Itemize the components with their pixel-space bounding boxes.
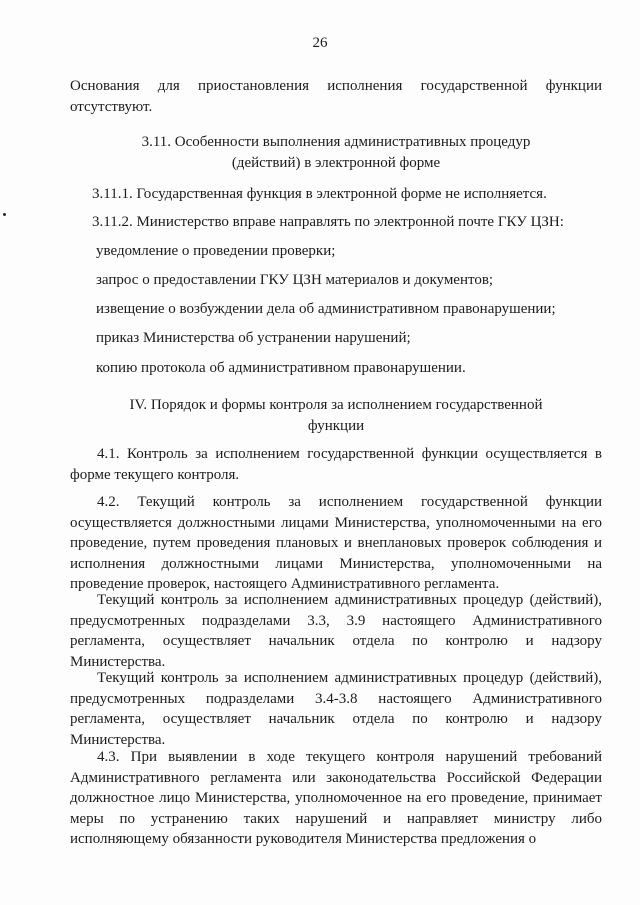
list-item: приказ Министерства об устранении нарушений;: [96, 330, 411, 346]
paragraph-3-11-2: 3.11.2. Министерство вправе направлять по электронной почте ГКУ ЦЗН:: [92, 214, 564, 230]
section-heading-iv: IV. Порядок и формы контроля за исполнением государственной функции: [129, 397, 543, 434]
paragraph-3-11-1: 3.11.1. Государственная функция в электронной форме не исполняется.: [92, 186, 547, 202]
section-heading-3-11: 3.11. Особенности выполнения административных процедур (действий) в электронной форме: [141, 134, 531, 171]
list-item: уведомление о проведении проверки;: [96, 243, 336, 259]
paragraph-control-3-4-3-8: Текущий контроль за исполнением административных процедур (действий), предусмотренных подразделами 3.4-3.8 настоящего Административного регламента, осуществляет начальник отдела по контролю и надзору Министерства.: [70, 670, 602, 748]
list-item: запрос о предоставлении ГКУ ЦЗН материалов и документов;: [96, 272, 494, 288]
paragraph-control-3-3-3-9: Текущий контроль за исполнением административных процедур (действий), предусмотренных подразделами 3.3, 3.9 настоящего Административного регламента, осуществляет начальник отдела по контролю и надзору Министерства.: [70, 592, 602, 670]
scan-speck: [3, 213, 6, 216]
grounds-paragraph: Основания для приостановления исполнения государственной функции отсутствуют.: [70, 78, 602, 115]
paragraph-4-3: 4.3. При выявлении в ходе текущего контроля нарушений требований Административного регламента или законодательства Российской Федерации должностное лицо Министерства, уполномоченное на его проведение, принимает меры по устранению таких нарушений и направляет министру либо исполняющему обязанности руководителя Министерства предложения о: [70, 749, 602, 847]
paragraph-4-2: 4.2. Текущий контроль за исполнением государственной функции осуществляется должностными лицами Министерства, уполномоченными на его проведение, путем проведения плановых и внеплановых проверок соблюдения и исполнения должностными лицами Министерства, уполномоченными на проведение проверок, настоящего Административного регламента.: [70, 494, 602, 592]
list-item: извещение о возбуждении дела об административном правонарушении;: [96, 301, 556, 317]
list-item: копию протокола об административном правонарушении.: [96, 360, 466, 376]
paragraph-4-1: 4.1. Контроль за исполнением государственной функции осуществляется в форме текущего контроля.: [70, 446, 602, 483]
page-number: 26: [312, 35, 328, 51]
